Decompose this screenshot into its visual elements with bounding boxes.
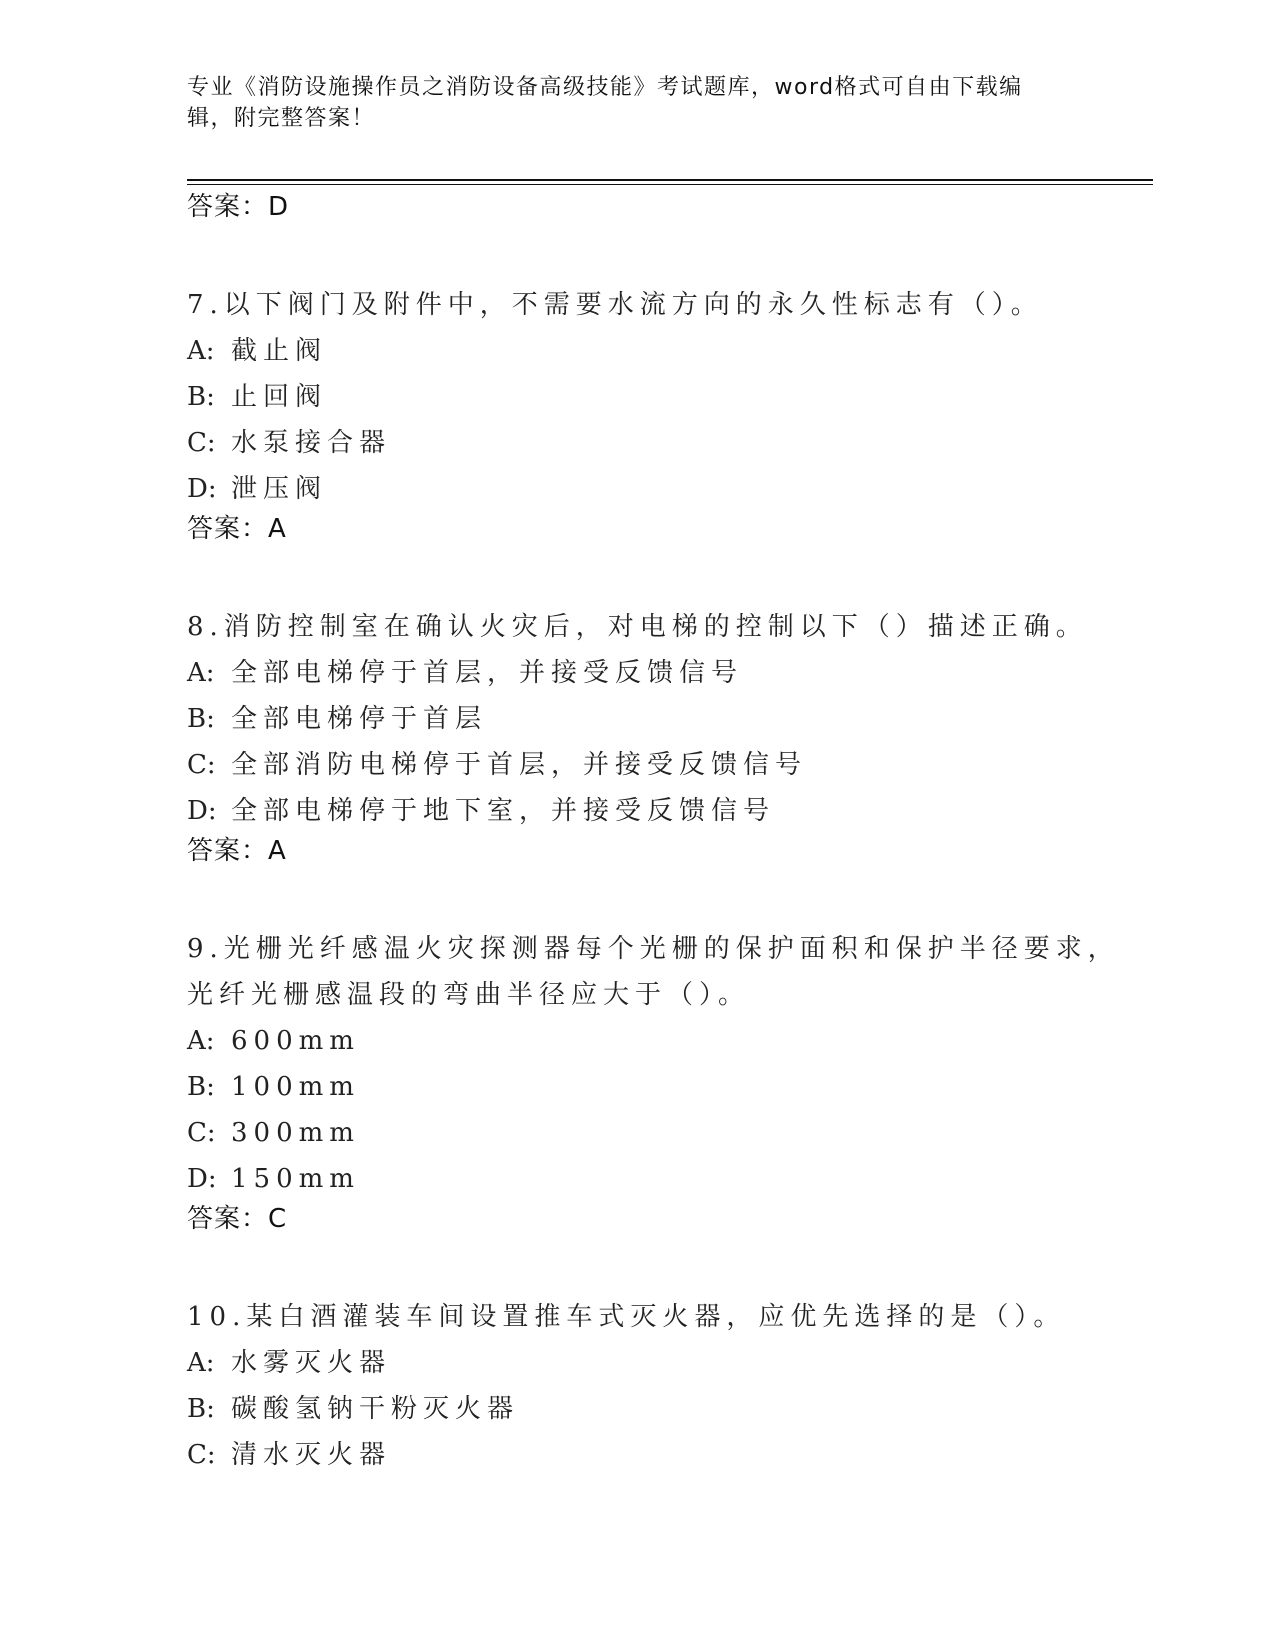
option-c bbox=[187, 742, 1127, 788]
answer-label: 答案： bbox=[187, 514, 269, 544]
question-list bbox=[187, 192, 1127, 1478]
option-c bbox=[187, 420, 1127, 466]
option-b bbox=[187, 1386, 1127, 1432]
option-list bbox=[187, 1340, 1127, 1478]
question-8 bbox=[187, 604, 1127, 866]
answer-label: 答案： bbox=[187, 192, 269, 222]
option-text: 全部电梯停于地下室，并接受反馈信号 bbox=[231, 796, 776, 826]
answer-label: 答案： bbox=[187, 1204, 269, 1234]
answer-line bbox=[187, 514, 1127, 544]
question-text: 10.某白酒灌装车间设置推车式灭火器，应优先选择的是（）。 bbox=[187, 1302, 1066, 1332]
answer-line bbox=[187, 192, 1127, 222]
option-key: C: bbox=[187, 1118, 216, 1148]
option-text: 全部电梯停于首层，并接受反馈信号 bbox=[231, 658, 744, 688]
question-text: 8.消防控制室在确认火灾后，对电梯的控制以下（）描述正确。 bbox=[187, 612, 1088, 642]
option-text: 600mm bbox=[231, 1026, 360, 1056]
option-key: B: bbox=[187, 1072, 215, 1102]
option-d bbox=[187, 1156, 1127, 1202]
option-text: 水雾灭火器 bbox=[231, 1348, 392, 1378]
option-text: 水泵接合器 bbox=[231, 428, 392, 458]
option-key: A: bbox=[187, 1026, 215, 1056]
option-text: 全部电梯停于首层 bbox=[231, 704, 488, 734]
answer-value: C bbox=[268, 1204, 288, 1234]
option-text: 止回阀 bbox=[231, 382, 328, 412]
option-b bbox=[187, 1064, 1127, 1110]
option-key: C: bbox=[187, 1440, 216, 1470]
header-rule-thick bbox=[187, 179, 1153, 181]
option-c bbox=[187, 1432, 1127, 1478]
option-d bbox=[187, 788, 1127, 834]
option-list bbox=[187, 328, 1127, 512]
option-key: D: bbox=[187, 1164, 217, 1194]
option-a bbox=[187, 1340, 1127, 1386]
option-key: C: bbox=[187, 750, 216, 780]
option-key: A: bbox=[187, 1348, 215, 1378]
option-key: A: bbox=[187, 658, 215, 688]
option-key: A: bbox=[187, 336, 215, 366]
question-text: 7.以下阀门及附件中，不需要水流方向的永久性标志有（）。 bbox=[187, 290, 1043, 320]
option-text: 300mm bbox=[231, 1118, 360, 1148]
option-list bbox=[187, 1018, 1127, 1202]
answer-label: 答案： bbox=[187, 836, 269, 866]
answer-line bbox=[187, 1204, 1127, 1234]
option-key: B: bbox=[187, 382, 215, 412]
option-text: 全部消防电梯停于首层，并接受反馈信号 bbox=[231, 750, 808, 780]
option-list bbox=[187, 650, 1127, 834]
option-a bbox=[187, 650, 1127, 696]
option-text: 截止阀 bbox=[231, 336, 328, 366]
question-10 bbox=[187, 1294, 1127, 1478]
option-b bbox=[187, 696, 1127, 742]
option-key: C: bbox=[187, 428, 216, 458]
question-text: 9.光栅光纤感温火灾探测器每个光栅的保护面积和保护半径要求，光纤光栅感温段的弯曲半径应大于（）。 bbox=[187, 934, 1120, 1010]
option-c bbox=[187, 1110, 1127, 1156]
question-9 bbox=[187, 926, 1127, 1234]
answer-value: D bbox=[268, 192, 290, 222]
option-key: B: bbox=[187, 704, 215, 734]
option-key: D: bbox=[187, 796, 217, 826]
option-text: 150mm bbox=[231, 1164, 360, 1194]
option-key: D: bbox=[187, 474, 217, 504]
option-b bbox=[187, 374, 1127, 420]
header-rule-thin bbox=[187, 184, 1153, 185]
option-text: 泄压阀 bbox=[231, 474, 328, 504]
option-text: 清水灭火器 bbox=[231, 1440, 392, 1470]
answer-value: A bbox=[268, 836, 287, 866]
option-a bbox=[187, 1018, 1127, 1064]
option-d bbox=[187, 466, 1127, 512]
answer-value: A bbox=[268, 514, 287, 544]
header-text: 专业《消防设施操作员之消防设备高级技能》考试题库，word格式可自由下载编辑，附完整答案！ bbox=[187, 75, 1023, 131]
document-header bbox=[187, 72, 1067, 134]
option-a bbox=[187, 328, 1127, 374]
option-text: 100mm bbox=[231, 1072, 360, 1102]
answer-line bbox=[187, 836, 1127, 866]
option-text: 碳酸氢钠干粉灭火器 bbox=[231, 1394, 520, 1424]
question-7 bbox=[187, 282, 1127, 544]
option-key: B: bbox=[187, 1394, 215, 1424]
